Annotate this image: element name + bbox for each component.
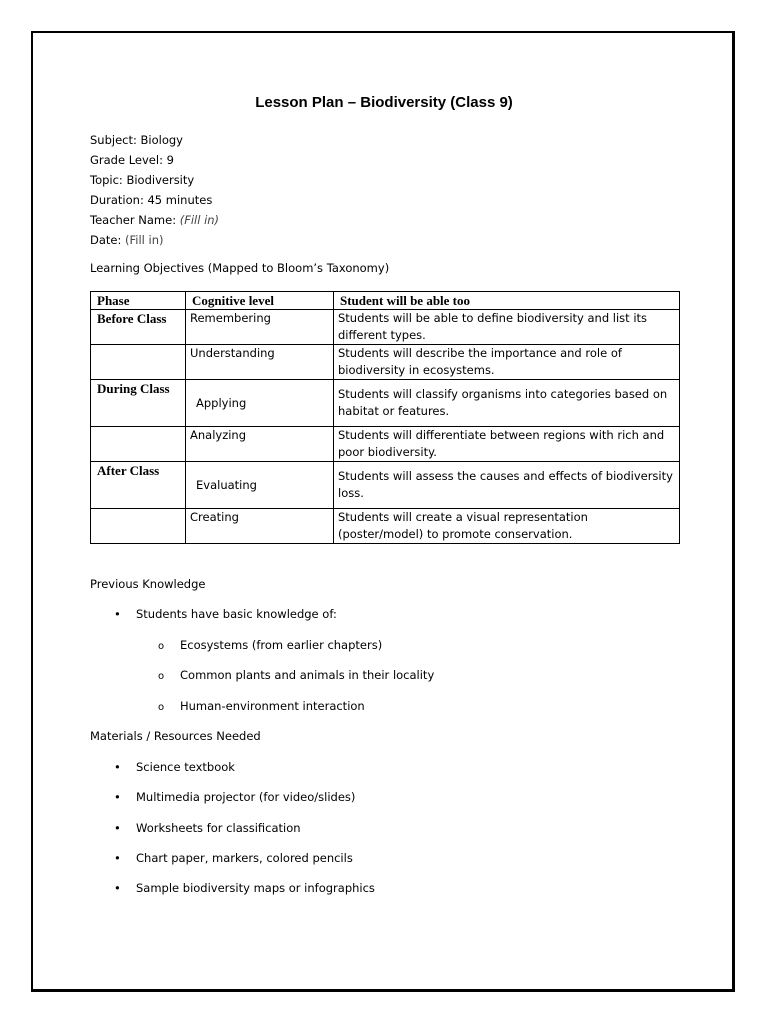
header-outcome: Student will be able too	[334, 292, 680, 310]
meta-topic: Topic: Biodiversity	[90, 173, 195, 187]
meta-grade-level: Grade Level: 9	[90, 153, 174, 167]
outcome-cell: Students will differentiate between regions with rich and poor biodiversity.	[334, 427, 680, 462]
teacher-name-placeholder: (Fill in)	[179, 213, 220, 227]
level-cell: Analyzing	[186, 427, 334, 462]
meta-subject: Subject: Biology	[90, 133, 183, 147]
date-placeholder: (Fill in)	[125, 233, 164, 247]
table-row	[91, 427, 680, 462]
level-cell: Applying	[186, 380, 334, 427]
table-row	[91, 345, 680, 380]
table-row	[91, 380, 680, 427]
meta-teacher-name: Teacher Name: (Fill in)	[90, 213, 220, 227]
table-row	[91, 462, 680, 509]
document-title: Lesson Plan – Biodiversity (Class 9)	[255, 94, 513, 111]
table-row	[91, 509, 680, 544]
list-item: • Chart paper, markers, colored pencils	[114, 851, 353, 865]
phase-cell	[91, 509, 186, 544]
outcome-cell: Students will classify organisms into categories based on habitat or features.	[334, 380, 680, 427]
outcome-cell: Students will describe the importance and role of biodiversity in ecosystems.	[334, 345, 680, 380]
outcome-cell: Students will be able to define biodiversity and list its different types.	[334, 310, 680, 345]
list-item: o Human-environment interaction	[158, 699, 365, 713]
materials-heading: Materials / Resources Needed	[90, 729, 261, 743]
table-header-row	[91, 292, 680, 310]
phase-cell: After Class	[91, 462, 186, 509]
level-cell: Evaluating	[186, 462, 334, 509]
list-item: o Common plants and animals in their locality	[158, 668, 435, 682]
header-cognitive-level: Cognitive level	[186, 292, 334, 310]
bullet-icon: •	[114, 790, 121, 804]
level-cell: Remembering	[186, 310, 334, 345]
phase-cell: During Class	[91, 380, 186, 427]
phase-cell	[91, 345, 186, 380]
circle-bullet-icon: o	[158, 702, 165, 713]
phase-cell	[91, 427, 186, 462]
list-item: • Worksheets for classification	[114, 821, 301, 835]
level-cell: Understanding	[186, 345, 334, 380]
bullet-icon: •	[114, 851, 121, 865]
list-item: • Multimedia projector (for video/slides)	[114, 790, 356, 804]
circle-bullet-icon: o	[158, 671, 165, 682]
list-item: • Science textbook	[114, 760, 235, 774]
lesson-meta	[90, 130, 219, 250]
bullet-icon: •	[114, 821, 121, 835]
list-item: o Ecosystems (from earlier chapters)	[158, 638, 383, 652]
outcome-cell: Students will create a visual representation (poster/model) to promote conservation.	[334, 509, 680, 544]
objectives-heading: Learning Objectives (Mapped to Bloom’s Taxonomy)	[90, 261, 390, 275]
objectives-table	[90, 291, 680, 544]
bullet-icon: •	[114, 607, 121, 621]
previous-knowledge-heading: Previous Knowledge	[90, 577, 206, 591]
phase-cell: Before Class	[91, 310, 186, 345]
level-cell: Creating	[186, 509, 334, 544]
bullet-icon: •	[114, 760, 121, 774]
header-phase: Phase	[91, 292, 186, 310]
bullet-icon: •	[114, 881, 121, 895]
list-item: • Sample biodiversity maps or infographics	[114, 881, 375, 895]
meta-duration: Duration: 45 minutes	[90, 193, 213, 207]
list-item: • Students have basic knowledge of:	[114, 607, 337, 621]
meta-date: Date: (Fill in)	[90, 233, 164, 247]
table-row	[91, 310, 680, 345]
circle-bullet-icon: o	[158, 641, 165, 652]
outcome-cell: Students will assess the causes and effects of biodiversity loss.	[334, 462, 680, 509]
